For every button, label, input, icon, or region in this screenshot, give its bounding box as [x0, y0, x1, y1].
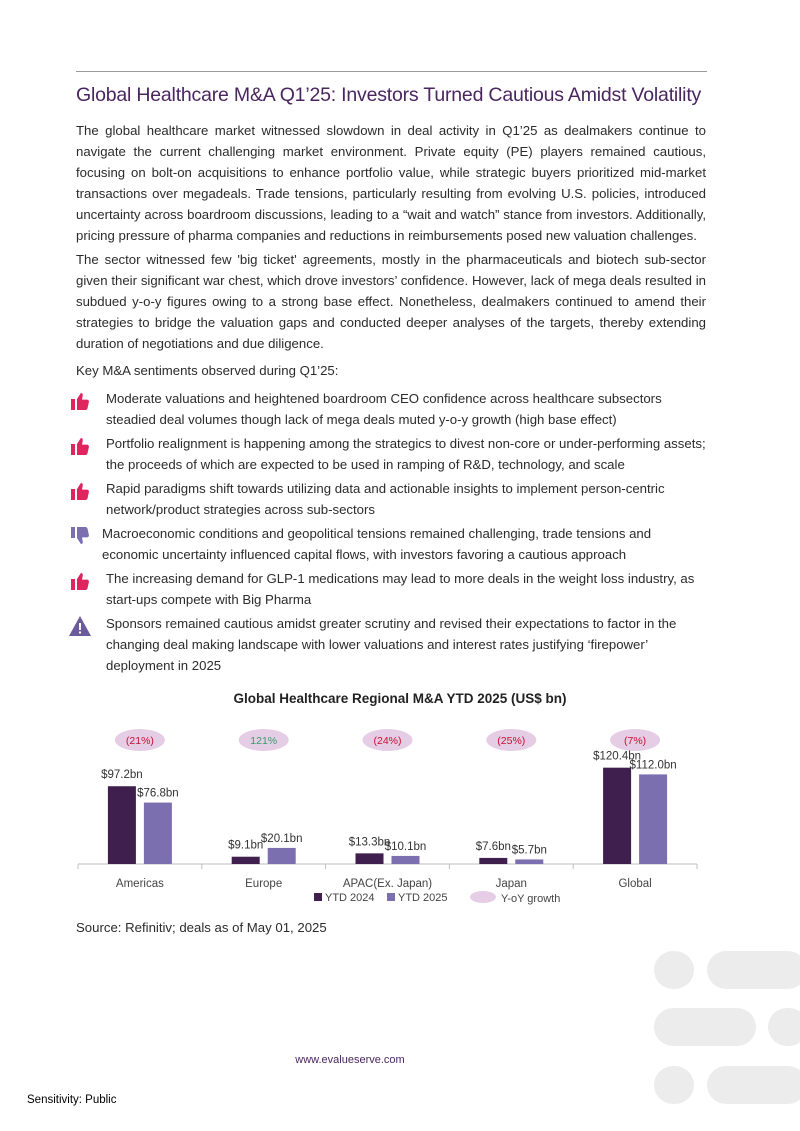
data-label: $7.6bn	[475, 840, 511, 853]
thumbs-down-icon	[68, 524, 92, 548]
top-rule	[76, 71, 707, 72]
chart-title: Global Healthcare Regional M&A YTD 2025 (US$ bn)	[233, 691, 567, 706]
thumbs-up-icon	[68, 389, 92, 413]
decor-pill	[707, 951, 800, 989]
bar-ytd-2024	[232, 857, 260, 864]
x-tick-label: Global	[618, 878, 652, 890]
legend-label: YTD 2025	[398, 892, 448, 904]
data-label: $120.4bn	[593, 750, 642, 763]
data-label: $10.1bn	[384, 840, 427, 853]
paragraph-1: The global healthcare market witnessed slowdown in deal activity in Q1’25 as dealmakers continue to navigate the current challenging market environment. Private equity (PE) players remained cautious, focusing on bolt-on acquisitions to enhance portfolio value, while strategic buyers prioritized mid-market transactions over megadeals. Trade tensions, particularly resulting from evolving U.S. policies, introduced uncertainty across boardroom discussions, leading to a “wait and watch” stance from investors. Additionally, pricing pressure of pharma companies and reductions in reimbursements posed new valuation challenges.	[76, 123, 706, 243]
data-label: $112.0bn	[629, 759, 677, 772]
thumbs-up-icon	[68, 434, 92, 458]
page-title: Global Healthcare M&A Q1’25: Investors Turned Cautious Amidst Volatility	[76, 84, 702, 106]
sentiment-text: The increasing demand for GLP-1 medications may lead to more deals in the weight loss industry, as start-ups compete with Big Pharma	[106, 571, 695, 607]
bar-ytd-2025	[392, 856, 420, 864]
data-label: $20.1bn	[260, 832, 303, 845]
sensitivity-label: Sensitivity: Public	[27, 1094, 117, 1106]
bar-ytd-2024	[603, 768, 631, 864]
paragraph-2: The sector witnessed few 'big ticket' agreements, mostly in the pharmaceuticals and biotech sub-sector given their significant war chest, which drove investors’ confidence. However, lack of mega deals resulted in subdued y-o-y figures owing to a strong base effect. Nonetheless, dealmakers continued to amend their strategies to bridge the valuation gaps and conducted deeper analyses of the targets, thereby extending duration of negotiations and due diligence.	[76, 252, 706, 351]
sentiment-item	[66, 613, 708, 676]
sentiment-text: Sponsors remained cautious amidst greater scrutiny and revised their expectations to factor in the changing deal making landscape with lower valuations and interest rates justifying ‘firepower’ deployment in 2025	[106, 616, 677, 673]
source-note: Source: Refinitiv; deals as of May 01, 2025	[76, 920, 327, 935]
legend-swatch-ytd-2024	[314, 893, 322, 901]
regional-ma-chart	[60, 720, 720, 915]
legend-swatch-ytd-2025	[387, 893, 395, 901]
sentiment-item	[66, 388, 708, 430]
sentiment-text: Rapid paradigms shift towards utilizing data and actionable insights to implement person-centric network/product strategies across sub-sectors	[106, 481, 665, 517]
bar-ytd-2025	[144, 803, 172, 864]
sentiment-item	[66, 478, 708, 520]
decor-pill	[654, 1066, 694, 1104]
growth-label: (25%)	[497, 735, 526, 747]
bar-ytd-2025	[639, 774, 667, 864]
data-label: $97.2bn	[101, 769, 143, 782]
decor-pill	[654, 1008, 756, 1046]
legend-swatch-growth	[470, 891, 496, 903]
sentiments-intro: Key M&A sentiments observed during Q1’25:	[76, 363, 339, 378]
bar-ytd-2024	[479, 858, 507, 864]
thumbs-up-icon	[68, 569, 92, 593]
sentiment-text: Macroeconomic conditions and geopolitical tensions remained challenging, trade tensions and economic uncertainty influenced capital flows, with investors favoring a cautious approach	[102, 526, 652, 562]
data-label: $5.7bn	[511, 844, 547, 857]
warning-icon	[68, 614, 92, 638]
sentiment-item	[66, 433, 708, 475]
x-tick-label: APAC(Ex. Japan)	[342, 878, 433, 890]
data-label: $76.8bn	[137, 787, 179, 800]
legend-label: Y-oY growth	[501, 893, 561, 905]
bar-ytd-2024	[108, 786, 136, 864]
thumbs-up-icon	[68, 479, 92, 503]
sentiment-item	[66, 568, 708, 610]
sentiment-list	[66, 388, 708, 679]
growth-label: (7%)	[624, 735, 647, 747]
sentiment-text: Moderate valuations and heightened boardroom CEO confidence across healthcare subsectors steadied deal volumes though lack of mega deals muted y-o-y growth (high base effect)	[106, 391, 662, 427]
legend-label: YTD 2024	[325, 892, 375, 904]
data-label: $9.1bn	[228, 839, 264, 852]
bar-ytd-2025	[268, 848, 296, 864]
growth-label: (21%)	[125, 735, 154, 747]
growth-label: (24%)	[373, 735, 402, 747]
x-tick-label: Europe	[245, 878, 283, 890]
growth-label: 121%	[250, 735, 278, 747]
x-tick-label: Americas	[115, 878, 164, 890]
sentiment-text: Portfolio realignment is happening among the strategics to divest non-core or under-performing assets; the proceeds of which are expected to be used in ramping of R&D, technology, and scale	[106, 436, 706, 472]
decor-pill	[768, 1008, 800, 1046]
sentiment-item	[66, 523, 708, 565]
data-label: $13.3bn	[348, 836, 391, 849]
decor-pill	[654, 951, 694, 989]
decor-pill	[707, 1066, 800, 1104]
bar-ytd-2024	[356, 853, 384, 864]
x-tick-label: Japan	[495, 878, 527, 890]
bar-ytd-2025	[515, 859, 543, 864]
website-link[interactable]: www.evalueserve.com	[295, 1054, 405, 1066]
